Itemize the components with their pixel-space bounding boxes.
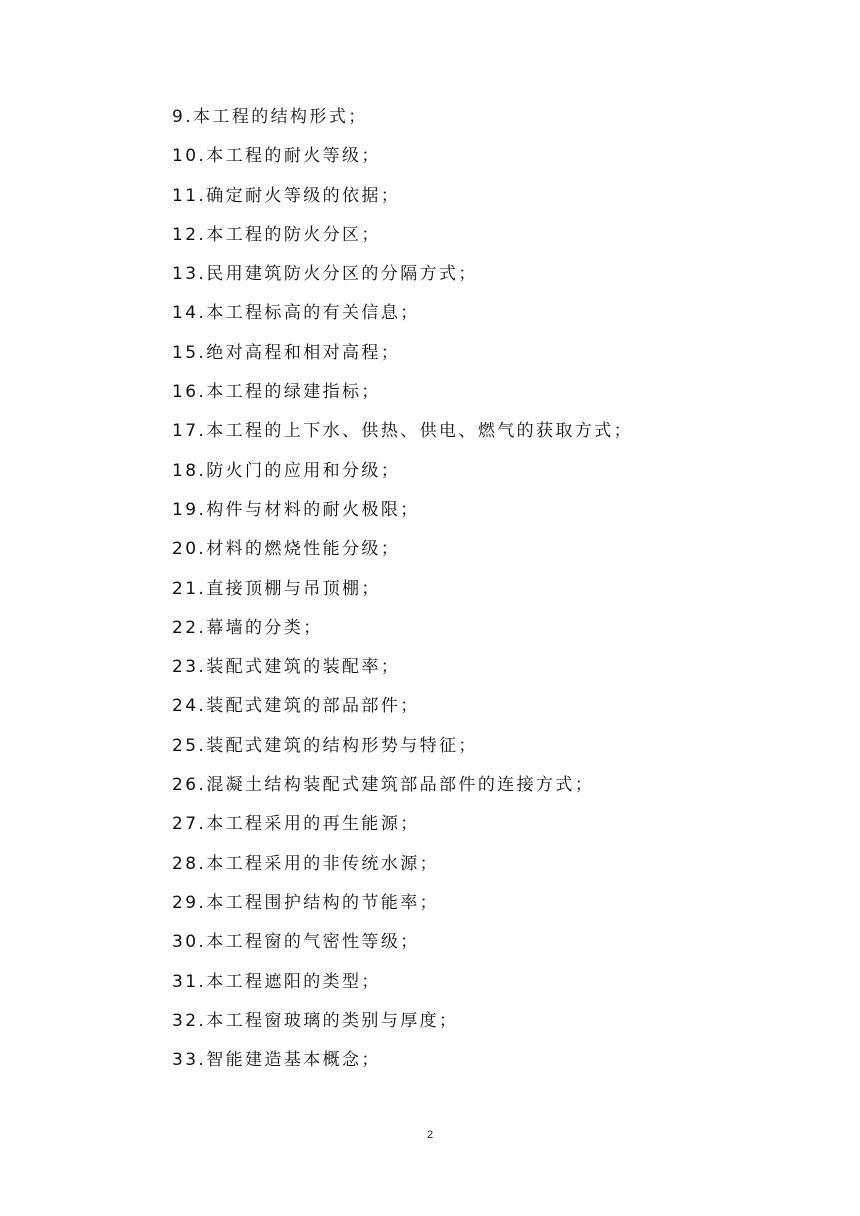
list-item: 33.智能建造基本概念； xyxy=(172,1050,381,1071)
list-item: 27.本工程采用的再生能源； xyxy=(172,814,420,835)
list-item: 12.本工程的防火分区； xyxy=(172,224,381,245)
list-item: 15.绝对高程和相对高程； xyxy=(172,342,401,363)
list-item: 17.本工程的上下水、供热、供电、燃气的获取方式； xyxy=(172,421,634,442)
list-item: 29.本工程围护结构的节能率； xyxy=(172,892,440,913)
list-item: 13.民用建筑防火分区的分隔方式； xyxy=(172,264,478,285)
list-item: 11.确定耐火等级的依据； xyxy=(172,185,401,206)
list-item: 22.幕墙的分类； xyxy=(172,617,323,638)
list-item: 14.本工程标高的有关信息； xyxy=(172,303,420,324)
page-number: 2 xyxy=(426,1129,434,1141)
list-item: 25.装配式建筑的结构形势与特征； xyxy=(172,735,478,756)
list-item: 21.直接顶棚与吊顶棚； xyxy=(172,578,381,599)
list-item: 23.装配式建筑的装配率； xyxy=(172,657,401,678)
list-item: 19.构件与材料的耐火极限； xyxy=(172,499,420,520)
list-item: 18.防火门的应用和分级； xyxy=(172,460,401,481)
topic-list xyxy=(172,102,792,1084)
list-item: 20.材料的燃烧性能分级； xyxy=(172,539,401,560)
list-item: 9.本工程的结构形式； xyxy=(172,107,368,127)
list-item: 32.本工程窗玻璃的类别与厚度； xyxy=(172,1010,459,1031)
list-item: 24.装配式建筑的部品部件； xyxy=(172,696,420,717)
list-item: 16.本工程的绿建指标； xyxy=(172,382,381,403)
list-item: 31.本工程遮阳的类型； xyxy=(172,971,381,992)
list-item: 28.本工程采用的非传统水源； xyxy=(172,853,440,874)
list-item: 30.本工程窗的气密性等级； xyxy=(172,932,420,953)
list-item: 26.混凝土结构装配式建筑部品部件的连接方式； xyxy=(172,775,595,796)
list-item: 10.本工程的耐火等级； xyxy=(172,146,381,167)
